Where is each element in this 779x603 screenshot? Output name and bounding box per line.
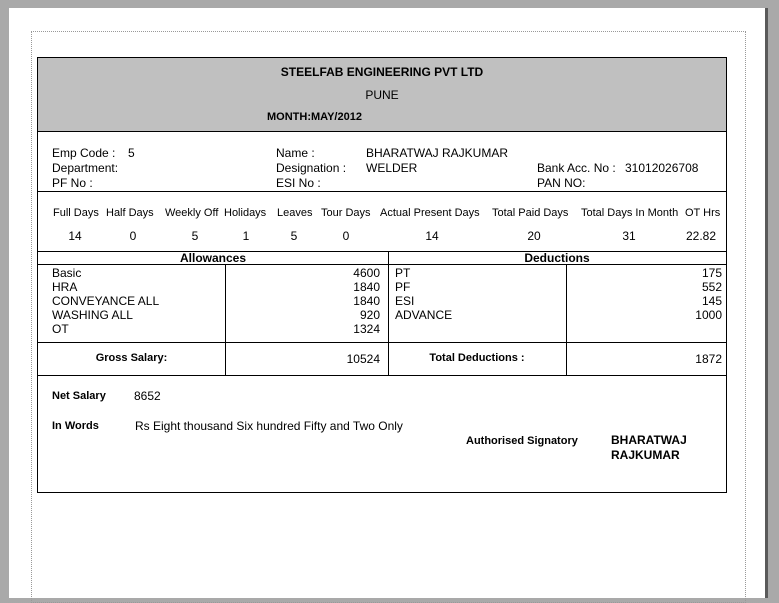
allowance-amount-conveyance: 1840 (353, 294, 380, 308)
table-divider (566, 264, 567, 375)
deductions-title: Deductions (524, 251, 590, 265)
designation-label: Designation : (276, 161, 347, 175)
emp-code-value: 5 (128, 146, 135, 160)
slip-header (38, 58, 726, 132)
salary-slip (37, 57, 727, 493)
table-divider (225, 264, 226, 375)
allowance-amount-hra: 1840 (353, 280, 380, 294)
total-deductions-label: Total Deductions : (429, 352, 525, 364)
divider (38, 375, 726, 376)
gross-salary-value: 10524 (346, 352, 380, 366)
net-salary-label: Net Salary (52, 390, 106, 402)
att-header-actual-present: Actual Present Days (380, 207, 480, 219)
att-header-weekly-off: Weekly Off (165, 207, 219, 219)
pay-month: MONTH:MAY/2012 (267, 111, 362, 123)
allowance-amount-washing: 920 (359, 308, 380, 322)
deduction-amount-pf: 552 (701, 280, 722, 294)
att-value-tour-days: 0 (342, 229, 350, 243)
divider (38, 191, 726, 192)
employee-name: BHARATWAJ RAJKUMAR (366, 146, 509, 160)
divider (38, 342, 726, 343)
pf-label: PF No : (52, 176, 93, 190)
att-value-total-paid: 20 (527, 229, 541, 243)
allowance-label-basic: Basic (52, 266, 82, 280)
att-header-full-days: Full Days (53, 207, 99, 219)
att-header-tour-days: Tour Days (321, 207, 371, 219)
allowance-amount-basic: 4600 (353, 266, 380, 280)
att-header-half-days: Half Days (106, 207, 154, 219)
att-value-total-days-month: 31 (622, 229, 636, 243)
deduction-label-pt: PT (395, 266, 411, 280)
company-city: PUNE (365, 88, 399, 102)
att-header-total-paid: Total Paid Days (492, 207, 569, 219)
signatory-name-line1: BHARATWAJ (611, 433, 687, 447)
allowance-label-ot: OT (52, 322, 69, 336)
att-value-actual-present: 14 (425, 229, 439, 243)
deduction-label-pf: PF (395, 280, 411, 294)
name-label: Name : (276, 146, 315, 160)
att-value-half-days: 0 (129, 229, 137, 243)
in-words-label: In Words (52, 420, 99, 432)
pan-label: PAN NO: (537, 176, 586, 190)
in-words-value: Rs Eight thousand Six hundred Fifty and Two Only (135, 419, 403, 433)
att-value-ot-hrs: 22.82 (685, 229, 717, 243)
department-label: Department: (52, 161, 119, 175)
att-value-weekly-off: 5 (191, 229, 199, 243)
company-name: STEELFAB ENGINEERING PVT LTD (280, 65, 484, 79)
att-value-full-days: 14 (68, 229, 82, 243)
net-salary-value: 8652 (134, 389, 161, 403)
designation-value: WELDER (366, 161, 418, 175)
authorised-signatory-label: Authorised Signatory (466, 435, 578, 447)
deduction-label-advance: ADVANCE (395, 308, 453, 322)
allowance-label-hra: HRA (52, 280, 78, 294)
att-header-total-days-month: Total Days In Month (581, 207, 679, 219)
bank-acc-value: 31012026708 (625, 161, 699, 175)
signatory-name-line2: RAJKUMAR (611, 448, 680, 462)
esi-label: ESI No : (276, 176, 321, 190)
att-value-leaves: 5 (290, 229, 298, 243)
allowance-label-conveyance: CONVEYANCE ALL (52, 294, 160, 308)
allowances-title: Allowances (179, 251, 247, 265)
att-header-ot-hrs: OT Hrs (685, 207, 721, 219)
allowance-amount-ot: 1324 (353, 322, 380, 336)
deduction-amount-pt: 175 (701, 266, 722, 280)
emp-code-label: Emp Code : (52, 146, 116, 160)
att-header-holidays: Holidays (224, 207, 267, 219)
att-value-holidays: 1 (242, 229, 250, 243)
total-deductions-value: 1872 (695, 352, 722, 366)
deduction-label-esi: ESI (395, 294, 415, 308)
deduction-amount-advance: 1000 (695, 308, 722, 322)
bank-label: Bank Acc. No : (537, 161, 616, 175)
gross-salary-label: Gross Salary: (95, 352, 168, 364)
deduction-amount-esi: 145 (701, 294, 722, 308)
att-header-leaves: Leaves (277, 207, 313, 219)
allowance-label-washing: WASHING ALL (52, 308, 133, 322)
